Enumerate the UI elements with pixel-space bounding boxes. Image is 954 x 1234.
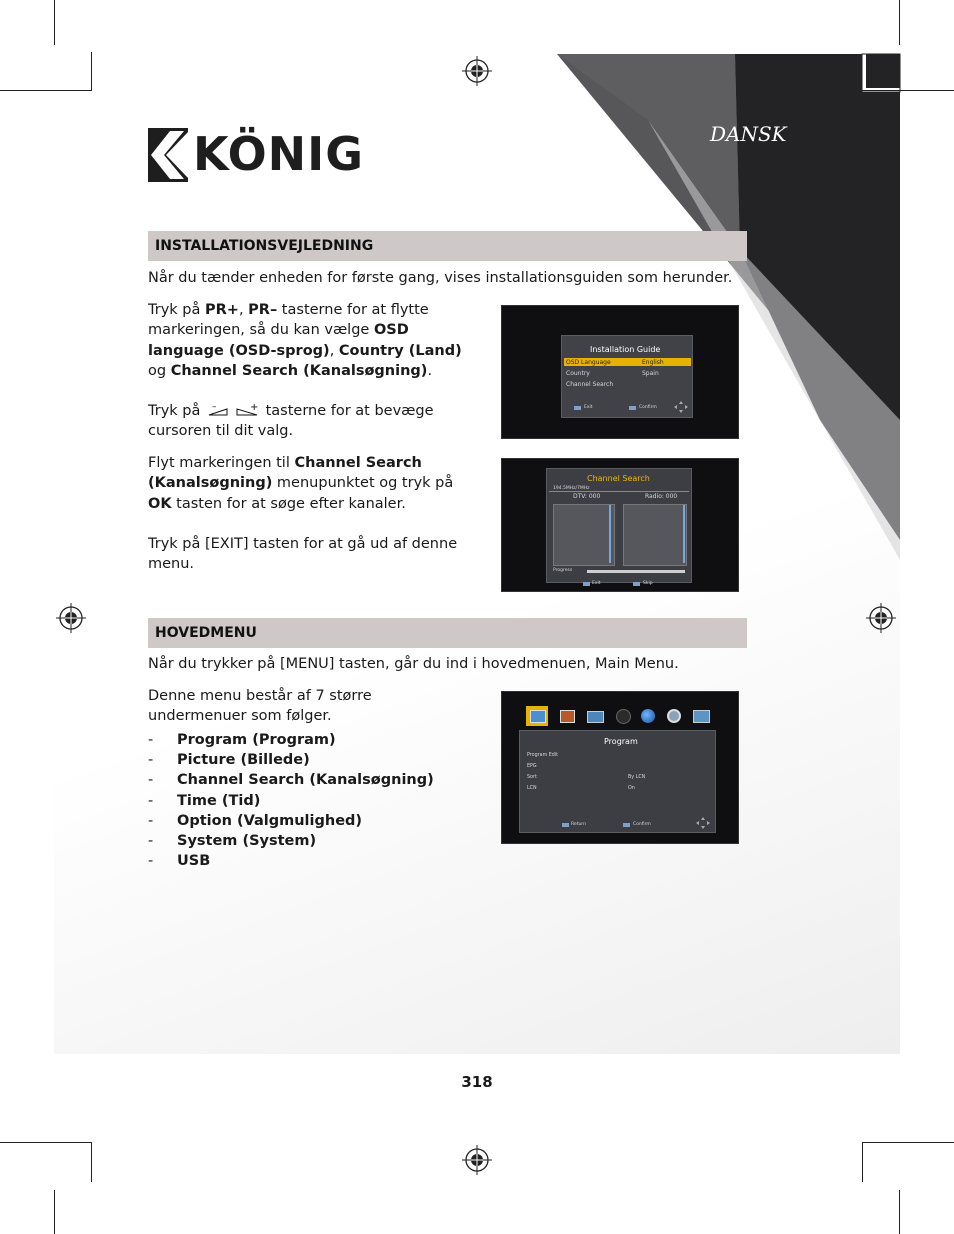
row-value: By LCN: [628, 775, 646, 780]
channel-search-icon: [584, 706, 606, 726]
screenshot-installation-guide: [501, 305, 739, 439]
exit-hint: Exit: [592, 581, 601, 586]
row-label: EPG: [527, 764, 537, 769]
option-icon: [638, 706, 660, 726]
exit-key-icon: [583, 582, 590, 586]
crop-mark: [862, 90, 954, 91]
section1-paragraph1: Tryk på PR+, PR– tasterne for at flytte markeringen, så du kan vælge OSD language (OSD-sprog), Country (Land) og Channel Search (Kanalsøgning).: [148, 302, 462, 379]
crop-mark: [899, 0, 900, 45]
brand-logo-text: KÖNIG: [193, 127, 365, 181]
row-value: English: [642, 359, 664, 366]
crop-mark: [0, 1142, 92, 1143]
navigation-pad-icon: [674, 401, 688, 413]
crop-mark: [54, 0, 55, 45]
progress-label: Progress: [553, 568, 573, 573]
registration-mark: [462, 56, 492, 86]
skip-key-icon: [633, 582, 640, 586]
svg-text:+: +: [249, 402, 259, 413]
confirm-key-icon: [623, 823, 630, 827]
radio-channel-list: [623, 504, 687, 566]
section-title-installation: INSTALLATIONSVEJLEDNING: [148, 231, 747, 261]
registration-mark: [866, 603, 896, 633]
list-item: - System (System): [148, 833, 317, 850]
crop-mark: [54, 1190, 55, 1234]
frequency-label: 194.5MHz/7MHz: [553, 486, 590, 491]
confirm-hint: Confirm: [639, 405, 657, 410]
row-label: Sort: [527, 775, 537, 780]
crop-mark: [862, 1142, 863, 1182]
registration-mark: [462, 1145, 492, 1175]
confirm-hint: Confirm: [633, 822, 651, 827]
confirm-key-icon: [629, 406, 636, 410]
list-item: - Time (Tid): [148, 792, 261, 809]
tv-list-scrollbar: [609, 505, 611, 563]
panel-title: Program: [604, 737, 638, 746]
return-key-icon: [562, 823, 569, 827]
list-item: - Picture (Billede): [148, 752, 310, 769]
crop-mark: [899, 1190, 900, 1234]
list-item: - Channel Search (Kanalsøgning): [148, 772, 434, 789]
picture-icon: [556, 706, 578, 726]
svg-text:–: –: [211, 402, 217, 412]
tv-channel-list: [553, 504, 615, 566]
screenshot-channel-search: [501, 458, 739, 592]
program-menu-panel: [519, 730, 716, 833]
skip-hint: Skip: [643, 581, 653, 586]
radio-count: Radio: 000: [645, 493, 678, 500]
return-hint: Return: [571, 822, 586, 827]
list-item: - Option (Valgmulighed): [148, 812, 363, 829]
registration-mark: [56, 603, 86, 633]
language-label: DANSK: [710, 122, 787, 146]
dialog-title: Channel Search: [587, 474, 650, 483]
submenu-list: [148, 730, 478, 871]
crop-mark: [91, 52, 92, 91]
row-label: Channel Search: [566, 381, 614, 388]
row-value: Spain: [642, 370, 659, 377]
list-item: - USB: [148, 853, 211, 870]
navigation-pad-icon: [696, 817, 710, 829]
crop-mark: [0, 90, 92, 91]
volume-keys-icon: [205, 402, 261, 416]
program-icon: [526, 706, 548, 726]
screenshot-main-menu: [501, 691, 739, 844]
section1-paragraph3: Flyt markeringen til Channel Search (Kanalsøgning) menupunktet og tryk på OK tasten for at søge efter kanaler.: [148, 455, 454, 512]
list-item: - Program (Program): [148, 732, 336, 748]
row-label: Country: [566, 370, 590, 377]
section1-intro: Når du tænder enheden for første gang, vises installationsguiden som herunder.: [148, 270, 733, 286]
konig-logo-icon: [148, 128, 188, 182]
dialog-title: Installation Guide: [590, 345, 661, 354]
section2-intro: Når du trykker på [MENU] tasten, går du ind i hovedmenuen, Main Menu.: [148, 656, 679, 672]
crop-mark: [862, 1142, 954, 1143]
row-label: Program Edit: [527, 753, 559, 758]
row-label: LCN: [527, 786, 537, 791]
section1-paragraph2: Tryk på – + tasterne for at bevæge cursoren til dit valg.: [148, 402, 434, 440]
progress-bar: [587, 570, 685, 573]
usb-icon: [690, 706, 712, 726]
section-title-main-menu: HOVEDMENU: [148, 618, 747, 648]
system-icon: [664, 706, 686, 726]
row-value: On: [628, 786, 635, 791]
exit-hint: Exit: [584, 405, 593, 410]
radio-list-scrollbar: [683, 505, 685, 563]
page-number: 318: [461, 1073, 493, 1091]
section1-paragraph4: Tryk på [EXIT] tasten for at gå ud af denne menu.: [148, 536, 458, 573]
time-icon: [612, 706, 634, 726]
crop-mark: [91, 1142, 92, 1182]
dtv-count: DTV: 000: [573, 493, 601, 500]
section2-paragraph1: Denne menu består af 7 større undermenuer som følger.: [148, 688, 372, 725]
row-label: OSD Language: [566, 359, 611, 366]
exit-key-icon: [574, 406, 581, 410]
installation-guide-dialog: [561, 335, 693, 418]
channel-search-dialog: [546, 468, 692, 586]
